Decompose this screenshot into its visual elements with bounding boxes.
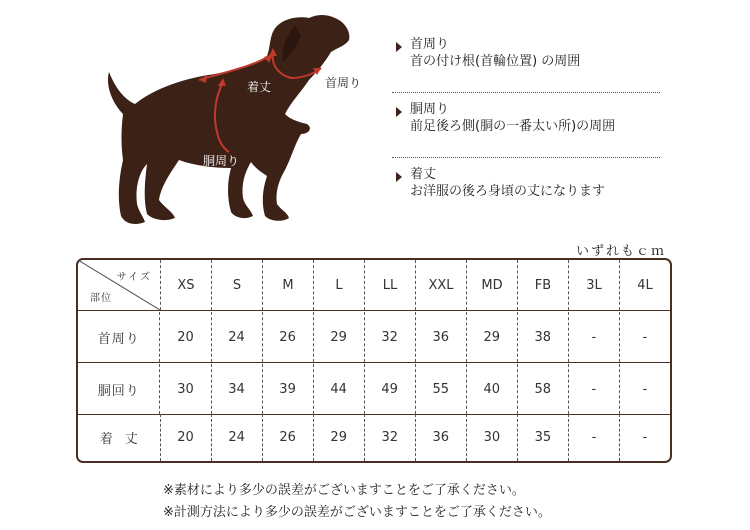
table-cell: - [619,414,670,461]
dog-measurement-illustration [95,12,385,234]
table-cell: 32 [364,312,415,362]
table-cell: 29 [466,312,517,362]
size-header-cell: XXL [415,260,466,310]
table-cell: 26 [262,312,313,362]
size-header-cell: M [262,260,313,310]
table-cell: 32 [364,414,415,461]
table-cell: 29 [313,414,364,461]
size-header-cell: LL [364,260,415,310]
length-label: 着丈 [247,80,272,94]
size-header-cell: XS [160,260,211,310]
footer-notes [163,480,551,524]
note-desc: 前足後ろ側(胴の一番太い所)の周囲 [410,119,616,134]
table-cell: 58 [517,364,568,414]
table-cell: 24 [211,312,262,362]
table-cell: 29 [313,312,364,362]
note-chest [392,101,660,157]
row-label-chest: 胴回り [97,383,140,399]
size-header-cell: L [313,260,364,310]
dog-body-shape [108,15,349,224]
size-chart-table [76,258,672,463]
chest-label: 胴周り [203,154,240,168]
table-cell: 30 [466,414,517,461]
note-title: 首周り [410,37,450,52]
size-header-cell: 4L [619,260,670,310]
table-cell: 40 [466,364,517,414]
table-cell: 49 [364,364,415,414]
table-row [78,414,670,461]
table-cell: - [568,414,619,461]
table-divider [78,362,670,363]
table-cell: 36 [415,414,466,461]
dog-silhouette [95,12,385,234]
table-cell: - [568,312,619,362]
row-label-neck: 首周り [97,331,140,347]
table-cell: 38 [517,312,568,362]
table-cell: 20 [160,414,211,461]
table-cell: 24 [211,414,262,461]
table-row [78,312,670,362]
footer-note: ※素材により多少の誤差がございますことをご了承ください。 [163,483,525,498]
table-header-row [78,260,670,310]
table-cell: 20 [159,312,210,362]
size-header-cell: 3L [568,260,619,310]
size-header-cell: FB [517,260,568,310]
corner-size-label: サイズ [116,272,152,283]
note-desc: お洋服の後ろ身頃の丈になります [410,184,606,199]
table-cell: 26 [262,414,313,461]
footer-note: ※計測方法により多少の誤差がございますことをご了承ください。 [163,505,551,520]
table-cell: 36 [415,312,466,362]
table-cell: 39 [262,364,313,414]
neck-label: 首周り [325,76,362,90]
note-title: 胴周り [410,102,450,117]
table-cell: - [619,364,670,414]
unit-note: いずれもｃｍ [576,244,667,259]
note-desc: 首の付け根(首輪位置) の周囲 [410,54,581,69]
note-divider [392,157,660,158]
note-title: 着丈 [410,167,437,182]
table-divider [78,310,670,311]
corner-part-label: 部位 [90,293,112,304]
bullet-triangle-icon [396,172,402,182]
table-row [78,364,670,414]
measurement-notes [392,36,660,222]
table-cell: 55 [415,364,466,414]
note-divider [392,92,660,93]
table-corner-cell [78,260,160,310]
size-header-cell: S [211,260,262,310]
row-label-length: 着丈 [99,432,150,447]
note-neck [392,36,660,92]
note-length [392,166,660,222]
size-header-cell: MD [466,260,517,310]
table-cell: 34 [211,364,262,414]
table-cell: 30 [159,364,210,414]
table-cell: 44 [313,364,364,414]
table-cell: 35 [517,414,568,461]
bullet-triangle-icon [396,107,402,117]
table-cell: - [619,312,670,362]
bullet-triangle-icon [396,42,402,52]
table-cell: - [568,364,619,414]
